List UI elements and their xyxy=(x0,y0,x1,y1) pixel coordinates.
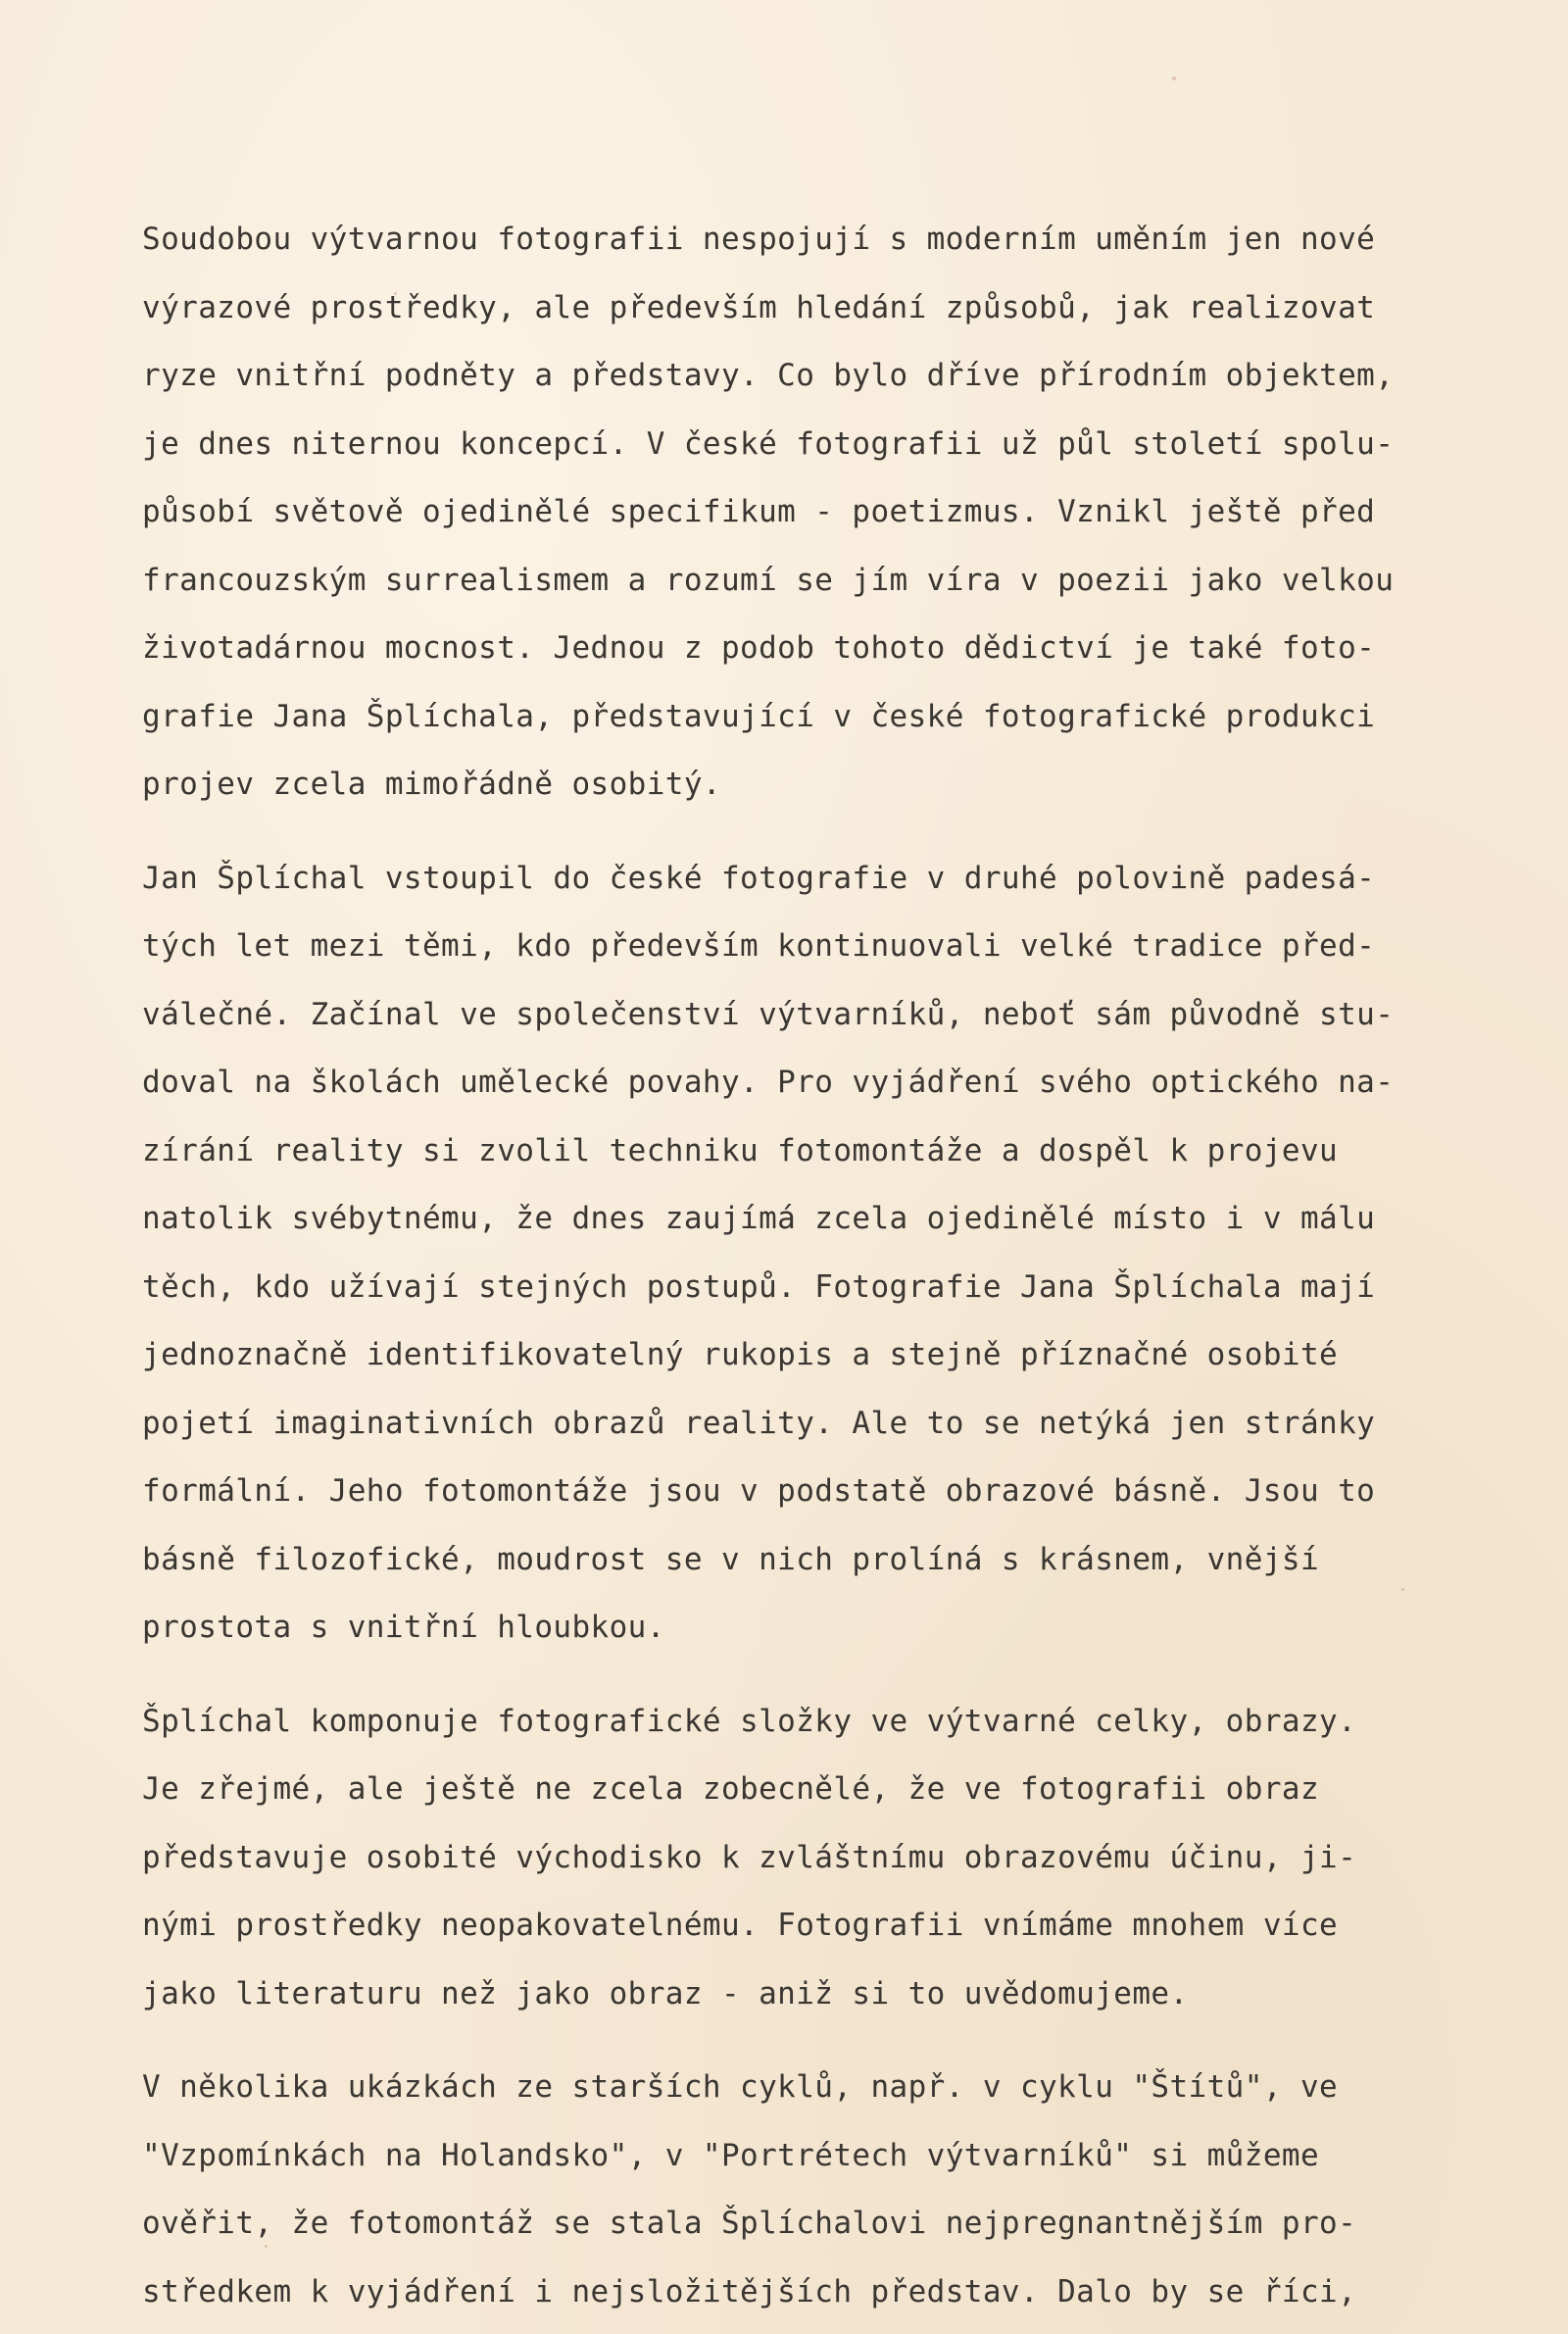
text-line: nými prostředky neopakovatelnému. Fotografii vnímáme mnohem více xyxy=(142,1908,1339,1943)
text-line: Soudobou výtvarnou fotografii nespojují s moderním uměním jen nové xyxy=(142,222,1376,257)
text-line: válečné. Začínal ve společenství výtvarníků, neboť sám původně stu- xyxy=(142,996,1395,1032)
text-line: ověřit, že fotomontáž se stala Šplíchalovi nejpregnantnějším pro- xyxy=(142,2206,1357,2241)
paragraph xyxy=(142,845,1544,1663)
text-line: ryze vnitřní podněty a představy. Co bylo dříve přírodním objektem, xyxy=(142,358,1395,393)
paragraph xyxy=(142,2054,1544,2326)
text-line: natolik svébytnému, že dnes zaujímá zcela ojedinělé místo i v málu xyxy=(142,1201,1376,1236)
paragraph xyxy=(142,206,1544,819)
text-line: projev zcela mimořádně osobitý. xyxy=(142,767,721,802)
paragraph xyxy=(142,1688,1544,2029)
text-line: prostota s vnitřní hloubkou. xyxy=(142,1610,665,1645)
text-line: životadárnou mocnost. Jednou z podob tohoto dědictví je také foto- xyxy=(142,630,1376,666)
text-line: jako literaturu než jako obraz - aniž si to uvědomujeme. xyxy=(142,1975,1189,2011)
text-line: V několika ukázkách ze starších cyklů, např. v cyklu "Štítů", ve xyxy=(142,2069,1339,2105)
text-line: francouzským surrealismem a rozumí se jím víra v poezii jako velkou xyxy=(142,562,1395,598)
text-line: formální. Jeho fotomontáže jsou v podstatě obrazové básně. Jsou to xyxy=(142,1473,1376,1509)
text-line: Jan Šplíchal vstoupil do české fotografie v druhé polovině padesá- xyxy=(142,860,1376,896)
text-line: grafie Jana Šplíchala, představující v české fotografické produkci xyxy=(142,698,1376,734)
text-line: těch, kdo užívají stejných postupů. Fotografie Jana Šplíchala mají xyxy=(142,1268,1376,1305)
text-line: představuje osobité východisko k zvláštnímu obrazovému účinu, ji- xyxy=(142,1839,1357,1875)
text-line: "Vzpomínkách na Holandsko", v "Portrétech výtvarníků" si můžeme xyxy=(142,2137,1320,2173)
text-line: Je zřejmé, ale ještě ne zcela zobecnělé, že ve fotografii obraz xyxy=(142,1771,1320,1807)
text-line: pojetí imaginativních obrazů reality. Ale to se netýká jen stránky xyxy=(142,1405,1376,1441)
text-line: působí světově ojedinělé specifikum - poetizmus. Vznikl ještě před xyxy=(142,494,1376,529)
text-line: výrazové prostředky, ale především hledání způsobů, jak realizovat xyxy=(142,289,1376,325)
text-line: Šplíchal komponuje fotografické složky ve výtvarné celky, obrazy. xyxy=(142,1703,1357,1739)
body-text xyxy=(142,206,1544,2326)
text-line: tých let mezi těmi, kdo především kontinuovali velké tradice před- xyxy=(142,928,1376,964)
paper-speck xyxy=(1172,76,1176,80)
text-line: středkem k vyjádření i nejsložitějších představ. Dalo by se říci, xyxy=(142,2273,1357,2309)
text-line: je dnes niternou koncepcí. V české fotografii už půl století spolu- xyxy=(142,425,1395,462)
text-line: básně filozofické, moudrost se v nich prolíná s krásnem, vnější xyxy=(142,1541,1320,1577)
text-line: doval na školách umělecké povahy. Pro vyjádření svého optického na- xyxy=(142,1065,1395,1100)
text-line: jednoznačně identifikovatelný rukopis a stejně příznačné osobité xyxy=(142,1337,1339,1372)
text-line: zírání reality si zvolil techniku fotomontáže a dospěl k projevu xyxy=(142,1132,1339,1168)
